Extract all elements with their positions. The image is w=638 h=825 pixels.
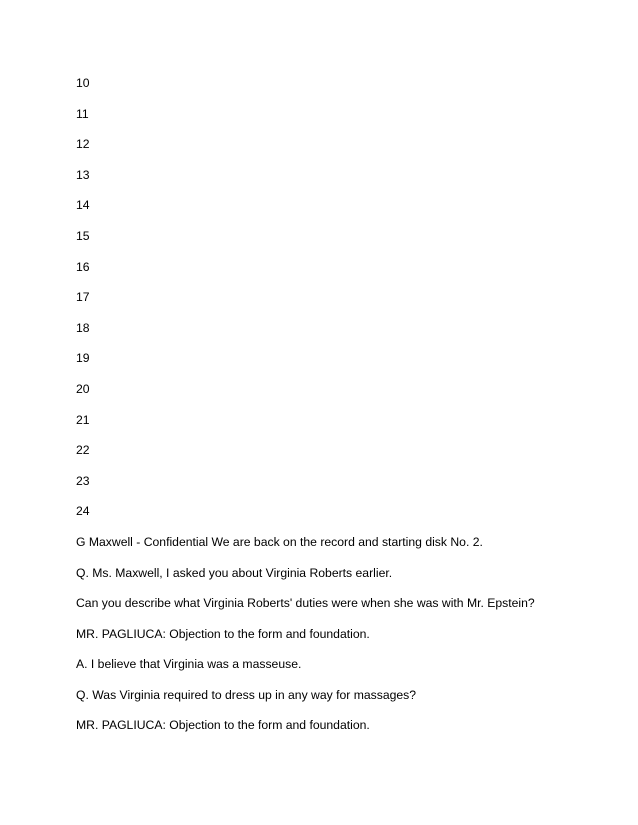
transcript-paragraph: Can you describe what Virginia Roberts' duties were when she was with Mr. Epstein? bbox=[76, 596, 535, 611]
transcript-paragraph: MR. PAGLIUCA: Objection to the form and foundation. bbox=[76, 626, 370, 641]
line-number: 14 bbox=[76, 198, 90, 213]
line-number: 16 bbox=[76, 259, 90, 274]
line-number: 10 bbox=[76, 76, 90, 90]
line-number: 23 bbox=[76, 473, 90, 488]
line-number: 11 bbox=[76, 106, 89, 121]
transcript-paragraph: MR. PAGLIUCA: Objection to the form and foundation. bbox=[76, 718, 370, 733]
line-number: 17 bbox=[76, 290, 90, 305]
line-number: 15 bbox=[76, 228, 90, 243]
line-number: 12 bbox=[76, 137, 90, 152]
line-number: 24 bbox=[76, 504, 90, 519]
transcript-paragraph: Q. Was Virginia required to dress up in any way for massages? bbox=[76, 687, 417, 702]
line-number: 20 bbox=[76, 381, 90, 396]
line-number: 18 bbox=[76, 320, 90, 335]
line-number: 13 bbox=[76, 167, 90, 182]
line-number: 21 bbox=[76, 412, 90, 427]
line-number: 22 bbox=[76, 443, 90, 458]
transcript-lines bbox=[76, 74, 616, 747]
transcript-paragraph: Q. Ms. Maxwell, I asked you about Virginia Roberts earlier. bbox=[76, 565, 393, 580]
transcript-paragraph: A. I believe that Virginia was a masseuse. bbox=[76, 657, 302, 672]
line-number: 19 bbox=[76, 351, 90, 366]
transcript-paragraph: G Maxwell - Confidential We are back on the record and starting disk No. 2. bbox=[76, 534, 483, 549]
